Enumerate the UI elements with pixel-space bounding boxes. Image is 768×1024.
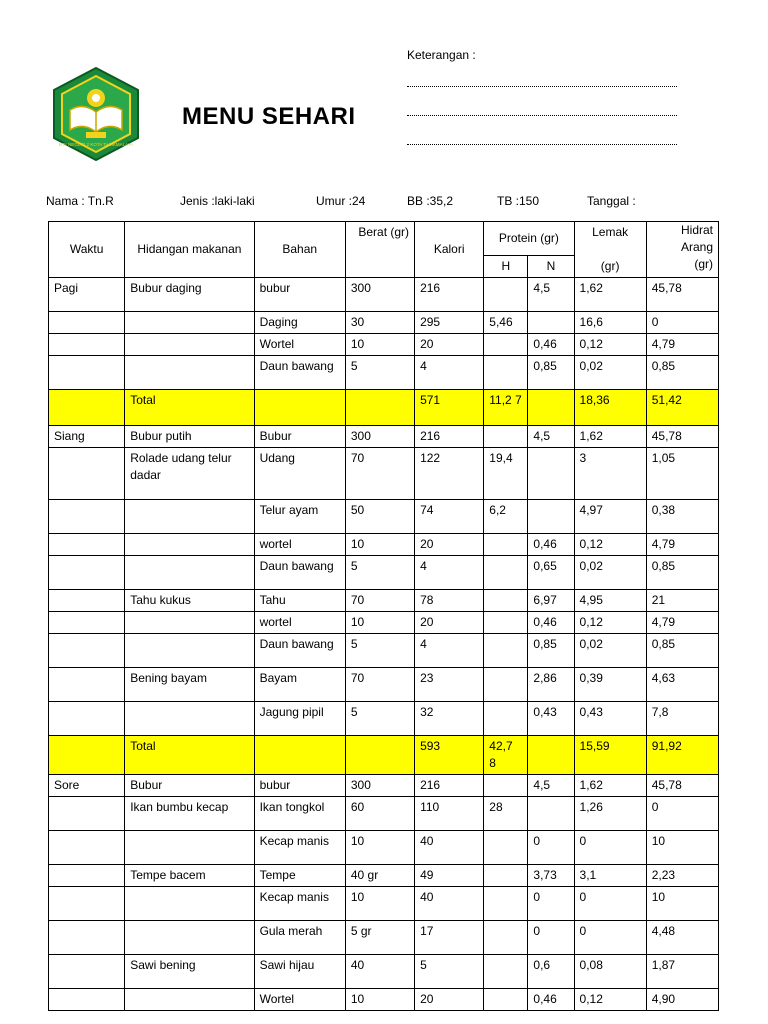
cell-kalori: 4	[415, 356, 484, 390]
cell-lemak: 1,62	[574, 775, 646, 797]
cell-waktu	[49, 887, 125, 921]
cell-protein-n: 0,6	[528, 955, 574, 989]
cell-lemak: 18,36	[574, 390, 646, 426]
cell-waktu	[49, 590, 125, 612]
cell-berat: 10	[345, 534, 414, 556]
cell-hidrat: 0,85	[646, 356, 718, 390]
cell-berat: 10	[345, 334, 414, 356]
cell-kalori: 216	[415, 426, 484, 448]
cell-hidangan	[125, 634, 254, 668]
table-row	[49, 775, 719, 797]
cell-waktu	[49, 921, 125, 955]
cell-kalori: 5	[415, 955, 484, 989]
cell-hidrat: 0,85	[646, 634, 718, 668]
cell-bahan: Kecap manis	[254, 887, 345, 921]
cell-berat	[345, 736, 414, 775]
cell-protein-n	[528, 736, 574, 775]
header-hidrat	[646, 222, 718, 278]
cell-bahan: Tahu	[254, 590, 345, 612]
cell-hidangan: Tempe bacem	[125, 865, 254, 887]
dotted-line	[407, 144, 677, 145]
cell-kalori: 20	[415, 334, 484, 356]
header-h: H	[484, 256, 528, 278]
cell-protein-h	[484, 887, 528, 921]
cell-kalori: 78	[415, 590, 484, 612]
cell-hidangan	[125, 534, 254, 556]
cell-berat: 10	[345, 887, 414, 921]
cell-protein-h	[484, 634, 528, 668]
info-tanggal: Tanggal :	[587, 194, 636, 208]
cell-hidangan	[125, 887, 254, 921]
cell-lemak: 0	[574, 887, 646, 921]
cell-protein-h: 28	[484, 797, 528, 831]
cell-hidangan	[125, 312, 254, 334]
cell-berat: 70	[345, 590, 414, 612]
cell-kalori: 110	[415, 797, 484, 831]
cell-berat: 10	[345, 989, 414, 1011]
cell-kalori: 20	[415, 612, 484, 634]
cell-waktu	[49, 312, 125, 334]
cell-lemak: 16,6	[574, 312, 646, 334]
cell-bahan: wortel	[254, 534, 345, 556]
cell-kalori: 20	[415, 534, 484, 556]
cell-bahan: Bayam	[254, 668, 345, 702]
cell-hidrat: 4,63	[646, 668, 718, 702]
table-row	[49, 556, 719, 590]
cell-lemak: 4,97	[574, 500, 646, 534]
hidrat-label: Hidrat Arang	[680, 223, 713, 254]
cell-bahan: Kecap manis	[254, 831, 345, 865]
cell-protein-h: 19,4	[484, 448, 528, 500]
table-row	[49, 590, 719, 612]
cell-protein-h	[484, 278, 528, 312]
cell-kalori: 216	[415, 775, 484, 797]
cell-kalori: 295	[415, 312, 484, 334]
cell-berat: 5 gr	[345, 921, 414, 955]
cell-lemak: 3	[574, 448, 646, 500]
table-row	[49, 334, 719, 356]
cell-protein-n	[528, 797, 574, 831]
cell-protein-h	[484, 775, 528, 797]
cell-berat: 5	[345, 356, 414, 390]
cell-berat: 70	[345, 448, 414, 500]
cell-hidrat: 0,85	[646, 556, 718, 590]
cell-kalori: 17	[415, 921, 484, 955]
cell-hidangan: Total	[125, 390, 254, 426]
cell-bahan: Jagung pipil	[254, 702, 345, 736]
cell-protein-h	[484, 831, 528, 865]
cell-lemak: 0	[574, 921, 646, 955]
cell-waktu	[49, 989, 125, 1011]
table-row	[49, 500, 719, 534]
cell-bahan: Daun bawang	[254, 556, 345, 590]
cell-waktu: Siang	[49, 426, 125, 448]
cell-protein-n	[528, 312, 574, 334]
cell-lemak: 0,12	[574, 989, 646, 1011]
cell-protein-h	[484, 556, 528, 590]
cell-protein-n	[528, 448, 574, 500]
cell-berat: 60	[345, 797, 414, 831]
cell-berat: 300	[345, 426, 414, 448]
info-bb: BB :35,2	[407, 194, 454, 208]
cell-hidrat: 1,87	[646, 955, 718, 989]
cell-hidrat: 4,79	[646, 334, 718, 356]
table-row	[49, 955, 719, 989]
lemak-label: Lemak	[592, 225, 629, 239]
cell-hidangan: Rolade udang telur dadar	[125, 448, 254, 500]
cell-waktu	[49, 500, 125, 534]
cell-waktu	[49, 736, 125, 775]
cell-bahan: Ikan tongkol	[254, 797, 345, 831]
cell-hidangan: Bubur putih	[125, 426, 254, 448]
cell-waktu	[49, 865, 125, 887]
cell-protein-n: 6,97	[528, 590, 574, 612]
cell-waktu: Pagi	[49, 278, 125, 312]
cell-protein-h: 5,46	[484, 312, 528, 334]
cell-protein-n: 4,5	[528, 278, 574, 312]
cell-protein-h	[484, 534, 528, 556]
cell-bahan: Wortel	[254, 334, 345, 356]
cell-kalori: 4	[415, 556, 484, 590]
cell-lemak: 0,08	[574, 955, 646, 989]
header-protein: Protein (gr)	[484, 222, 574, 256]
cell-hidangan	[125, 921, 254, 955]
cell-hidrat: 10	[646, 831, 718, 865]
cell-bahan: Daun bawang	[254, 356, 345, 390]
cell-lemak: 1,62	[574, 278, 646, 312]
cell-bahan: Wortel	[254, 989, 345, 1011]
cell-hidrat: 51,42	[646, 390, 718, 426]
cell-berat: 30	[345, 312, 414, 334]
cell-bahan	[254, 736, 345, 775]
cell-lemak: 1,62	[574, 426, 646, 448]
cell-hidrat: 4,90	[646, 989, 718, 1011]
cell-hidrat: 4,79	[646, 534, 718, 556]
cell-hidangan: Bubur	[125, 775, 254, 797]
cell-lemak: 0,43	[574, 702, 646, 736]
cell-protein-n: 0,46	[528, 612, 574, 634]
cell-protein-h: 6,2	[484, 500, 528, 534]
table-row	[49, 534, 719, 556]
cell-lemak: 0	[574, 831, 646, 865]
cell-lemak: 0,02	[574, 556, 646, 590]
cell-protein-n: 0,43	[528, 702, 574, 736]
cell-protein-h	[484, 668, 528, 702]
cell-kalori: 40	[415, 831, 484, 865]
cell-bahan: wortel	[254, 612, 345, 634]
cell-waktu	[49, 448, 125, 500]
info-tb: TB :150	[497, 194, 540, 208]
cell-lemak: 0,12	[574, 612, 646, 634]
cell-hidrat: 10	[646, 887, 718, 921]
cell-bahan: bubur	[254, 278, 345, 312]
cell-berat: 70	[345, 668, 414, 702]
table-row	[49, 989, 719, 1011]
cell-bahan: Daging	[254, 312, 345, 334]
header-berat: Berat (gr)	[345, 222, 414, 278]
cell-protein-h	[484, 702, 528, 736]
cell-lemak: 0,12	[574, 334, 646, 356]
cell-kalori: 571	[415, 390, 484, 426]
table-row	[49, 668, 719, 702]
table-row	[49, 887, 719, 921]
cell-lemak: 0,02	[574, 634, 646, 668]
cell-hidangan	[125, 831, 254, 865]
info-umur: Umur :24	[316, 194, 366, 208]
keterangan-block	[407, 48, 476, 68]
cell-protein-n: 2,86	[528, 668, 574, 702]
cell-protein-n: 0	[528, 831, 574, 865]
cell-hidangan	[125, 612, 254, 634]
keterangan-label: Keterangan :	[407, 48, 476, 62]
cell-hidangan: Total	[125, 736, 254, 775]
header-waktu: Waktu	[49, 222, 125, 278]
cell-hidrat: 0	[646, 797, 718, 831]
cell-lemak: 0,02	[574, 356, 646, 390]
cell-lemak: 0,12	[574, 534, 646, 556]
table-row	[49, 921, 719, 955]
cell-protein-n: 0,85	[528, 356, 574, 390]
cell-bahan: Udang	[254, 448, 345, 500]
cell-protein-h	[484, 989, 528, 1011]
lemak-unit: (gr)	[600, 259, 620, 273]
cell-protein-h	[484, 426, 528, 448]
cell-kalori: 49	[415, 865, 484, 887]
cell-bahan: Bubur	[254, 426, 345, 448]
table-row	[49, 312, 719, 334]
cell-hidangan: Sawi bening	[125, 955, 254, 989]
cell-kalori: 216	[415, 278, 484, 312]
cell-hidangan	[125, 556, 254, 590]
cell-protein-n: 0	[528, 887, 574, 921]
cell-bahan: bubur	[254, 775, 345, 797]
cell-hidrat: 45,78	[646, 426, 718, 448]
cell-hidrat: 91,92	[646, 736, 718, 775]
cell-protein-h: 42,7 8	[484, 736, 528, 775]
cell-hidangan: Tahu kukus	[125, 590, 254, 612]
cell-bahan	[254, 390, 345, 426]
cell-berat: 300	[345, 775, 414, 797]
cell-lemak: 1,26	[574, 797, 646, 831]
total-row	[49, 736, 719, 775]
header-lemak	[574, 222, 646, 278]
cell-protein-h	[484, 356, 528, 390]
cell-berat	[345, 390, 414, 426]
table-row	[49, 702, 719, 736]
cell-waktu	[49, 356, 125, 390]
header-kalori: Kalori	[415, 222, 484, 278]
cell-waktu	[49, 534, 125, 556]
cell-waktu	[49, 634, 125, 668]
table-row	[49, 612, 719, 634]
cell-berat: 40 gr	[345, 865, 414, 887]
cell-berat: 300	[345, 278, 414, 312]
cell-hidrat: 4,79	[646, 612, 718, 634]
cell-protein-n: 4,5	[528, 426, 574, 448]
cell-hidrat: 0	[646, 312, 718, 334]
cell-waktu	[49, 702, 125, 736]
cell-kalori: 593	[415, 736, 484, 775]
cell-berat: 5	[345, 634, 414, 668]
cell-bahan: Gula merah	[254, 921, 345, 955]
cell-protein-h	[484, 334, 528, 356]
cell-protein-n: 0,46	[528, 334, 574, 356]
table-row	[49, 634, 719, 668]
cell-hidrat: 4,48	[646, 921, 718, 955]
table-row	[49, 797, 719, 831]
cell-lemak: 0,39	[574, 668, 646, 702]
cell-protein-n: 0,85	[528, 634, 574, 668]
table-row	[49, 426, 719, 448]
cell-bahan: Tempe	[254, 865, 345, 887]
cell-hidrat: 2,23	[646, 865, 718, 887]
cell-berat: 10	[345, 612, 414, 634]
cell-protein-n: 4,5	[528, 775, 574, 797]
cell-kalori: 122	[415, 448, 484, 500]
cell-hidrat: 45,78	[646, 278, 718, 312]
table-row	[49, 448, 719, 500]
cell-hidangan	[125, 702, 254, 736]
cell-kalori: 4	[415, 634, 484, 668]
cell-waktu	[49, 390, 125, 426]
cell-hidrat: 1,05	[646, 448, 718, 500]
cell-waktu	[49, 612, 125, 634]
cell-hidangan: Bubur daging	[125, 278, 254, 312]
cell-bahan: Daun bawang	[254, 634, 345, 668]
header-hidangan: Hidangan makanan	[125, 222, 254, 278]
info-nama: Nama : Tn.R	[46, 194, 114, 208]
cell-kalori: 74	[415, 500, 484, 534]
dotted-line	[407, 115, 677, 116]
menu-table	[48, 221, 719, 1011]
cell-waktu: Sore	[49, 775, 125, 797]
cell-kalori: 20	[415, 989, 484, 1011]
cell-hidangan	[125, 989, 254, 1011]
table-row	[49, 865, 719, 887]
cell-lemak: 4,95	[574, 590, 646, 612]
dotted-line	[407, 86, 677, 87]
cell-hidrat: 45,78	[646, 775, 718, 797]
total-row	[49, 390, 719, 426]
cell-hidrat: 0,38	[646, 500, 718, 534]
cell-hidangan	[125, 356, 254, 390]
table-row	[49, 278, 719, 312]
cell-protein-n: 0,65	[528, 556, 574, 590]
cell-waktu	[49, 955, 125, 989]
logo-caption: MTs NEGERI 2 KOTA TASIKMALAYA	[58, 142, 134, 147]
cell-lemak: 15,59	[574, 736, 646, 775]
cell-kalori: 23	[415, 668, 484, 702]
cell-berat: 40	[345, 955, 414, 989]
table-row	[49, 356, 719, 390]
cell-waktu	[49, 334, 125, 356]
cell-bahan: Telur ayam	[254, 500, 345, 534]
cell-hidangan	[125, 334, 254, 356]
cell-protein-h: 11,2 7	[484, 390, 528, 426]
cell-hidrat: 7,8	[646, 702, 718, 736]
page-title: MENU SEHARI	[182, 103, 356, 130]
cell-hidangan	[125, 500, 254, 534]
cell-lemak: 3,1	[574, 865, 646, 887]
school-logo	[48, 66, 144, 162]
cell-protein-h	[484, 865, 528, 887]
cell-hidangan: Ikan bumbu kecap	[125, 797, 254, 831]
cell-protein-h	[484, 590, 528, 612]
header-n: N	[528, 256, 574, 278]
cell-kalori: 40	[415, 887, 484, 921]
cell-hidrat: 21	[646, 590, 718, 612]
cell-waktu	[49, 797, 125, 831]
cell-berat: 5	[345, 556, 414, 590]
cell-protein-n: 0	[528, 921, 574, 955]
cell-waktu	[49, 556, 125, 590]
hidrat-unit: (gr)	[694, 257, 713, 271]
header-bahan: Bahan	[254, 222, 345, 278]
cell-kalori: 32	[415, 702, 484, 736]
table-row	[49, 831, 719, 865]
cell-protein-n: 0,46	[528, 989, 574, 1011]
cell-waktu	[49, 831, 125, 865]
cell-protein-h	[484, 921, 528, 955]
cell-hidangan: Bening bayam	[125, 668, 254, 702]
cell-berat: 10	[345, 831, 414, 865]
cell-protein-n: 3,73	[528, 865, 574, 887]
cell-waktu	[49, 668, 125, 702]
cell-protein-n	[528, 500, 574, 534]
info-jenis: Jenis :laki-laki	[180, 194, 255, 208]
cell-berat: 5	[345, 702, 414, 736]
cell-bahan: Sawi hijau	[254, 955, 345, 989]
cell-protein-n	[528, 390, 574, 426]
cell-protein-h	[484, 612, 528, 634]
cell-berat: 50	[345, 500, 414, 534]
cell-protein-h	[484, 955, 528, 989]
cell-protein-n: 0,46	[528, 534, 574, 556]
